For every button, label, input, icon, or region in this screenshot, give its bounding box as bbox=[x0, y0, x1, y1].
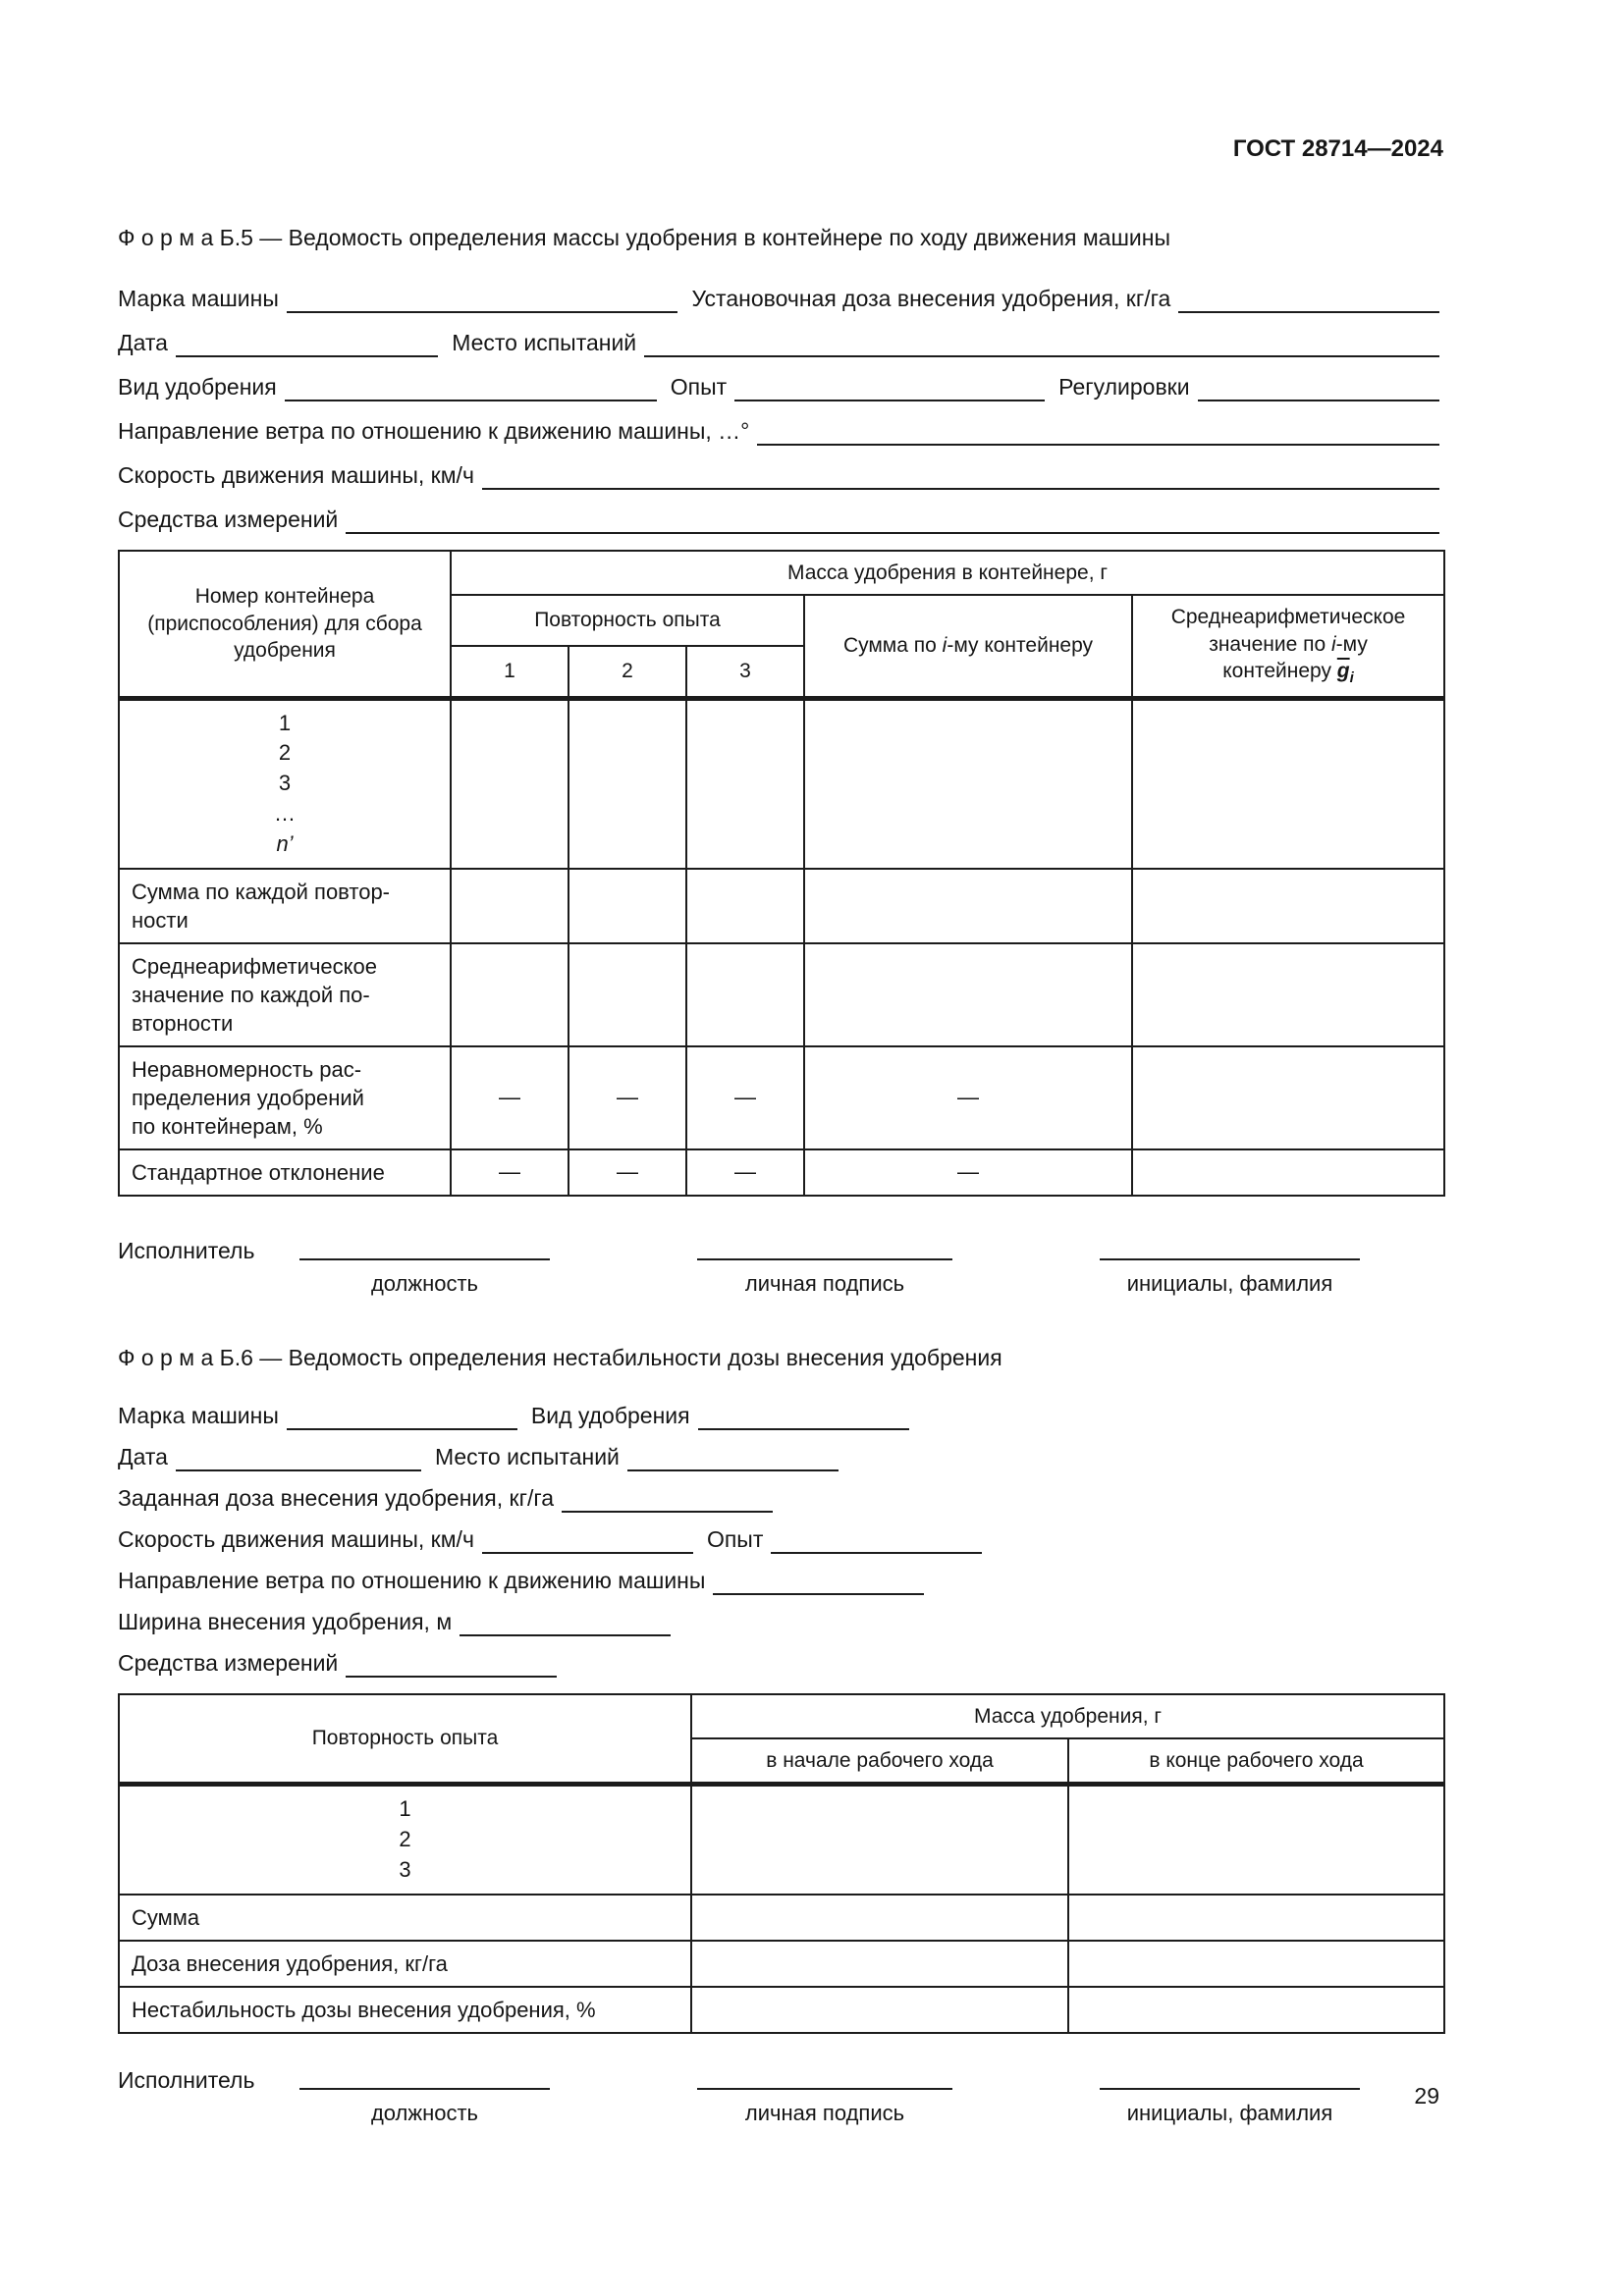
field-row-measuring-tools bbox=[118, 1636, 1443, 1678]
field-row-spread-width bbox=[118, 1595, 1443, 1636]
empty-cell bbox=[1068, 1895, 1444, 1941]
form-b6-table bbox=[118, 1693, 1445, 2034]
field-row-date bbox=[118, 1430, 1443, 1471]
signature-caption: личная подпись bbox=[744, 2100, 905, 2125]
empty-cell bbox=[691, 1941, 1068, 1987]
field-label: Ширина внесения удобрения, м bbox=[118, 1608, 453, 1634]
text: -му контейнеру bbox=[947, 634, 1094, 658]
empty-cell bbox=[1132, 698, 1444, 868]
col-header-repetition: Повторность опыта bbox=[451, 595, 804, 646]
header-row bbox=[119, 551, 1444, 595]
blank-line bbox=[482, 460, 1439, 490]
field-row-fertilizer-type bbox=[118, 357, 1443, 401]
signature-caption: инициалы, фамилия bbox=[1126, 2100, 1333, 2125]
field-row-wind-direction bbox=[118, 1554, 1443, 1595]
empty-cell bbox=[1068, 1987, 1444, 2033]
empty-cell bbox=[451, 698, 568, 868]
signature-line bbox=[299, 2067, 550, 2090]
field-label: Направление ветра по отношению к движению машины, …° bbox=[118, 418, 750, 444]
blank-line bbox=[627, 1442, 839, 1471]
form-b6 bbox=[118, 1344, 1443, 2126]
empty-cell bbox=[451, 869, 568, 943]
empty-cell bbox=[1132, 1149, 1444, 1196]
row-label: Неравномерность рас- пределения удобрений по контейнерам, % bbox=[119, 1046, 451, 1149]
blank-line bbox=[346, 1648, 557, 1678]
field-row-target-dose bbox=[118, 1471, 1443, 1513]
empty-cell bbox=[804, 869, 1132, 943]
blank-line bbox=[287, 1401, 517, 1430]
field-row-speed bbox=[118, 1513, 1443, 1554]
page-number: 29 bbox=[1414, 2083, 1439, 2109]
empty-cell bbox=[1068, 1785, 1444, 1895]
row-label: Сумма bbox=[119, 1895, 691, 1941]
field-label: Установочная доза внесения удобрения, кг/га bbox=[691, 286, 1171, 311]
dash-cell: — bbox=[451, 1149, 568, 1196]
field-label: Опыт bbox=[706, 1525, 764, 1552]
blank-line bbox=[287, 284, 678, 313]
signature-line bbox=[299, 1238, 550, 1260]
signature-line bbox=[697, 2067, 952, 2090]
index-line: 3 bbox=[399, 1857, 411, 1883]
field-row-date bbox=[118, 313, 1443, 357]
empty-cell bbox=[686, 698, 804, 868]
dash-cell: — bbox=[804, 1046, 1132, 1149]
col-header-container-number: Номер контейнера (приспособления) для сбора удобрения bbox=[119, 551, 451, 698]
field-label: Место испытаний bbox=[434, 1443, 620, 1469]
field-label: Марка машины bbox=[118, 1402, 279, 1428]
form-b5-table bbox=[118, 550, 1445, 1197]
executor-label: Исполнитель bbox=[118, 2066, 255, 2093]
col-header-run-end: в конце рабочего хода bbox=[1068, 1738, 1444, 1785]
field-label: Место испытаний bbox=[452, 330, 637, 355]
text: Среднеарифметическое значение по bbox=[1170, 606, 1406, 656]
empty-cell bbox=[568, 869, 686, 943]
field-label: Заданная доза внесения удобрения, кг/га bbox=[118, 1484, 555, 1511]
field-label: Вид удобрения bbox=[118, 374, 277, 400]
table-row-unevenness bbox=[119, 1046, 1444, 1149]
row-label: Нестабильность дозы внесения удобрения, % bbox=[119, 1987, 691, 2033]
col-header-run-start: в начале рабочего хода bbox=[691, 1738, 1068, 1785]
signature-line bbox=[1100, 2067, 1360, 2090]
doc-code: ГОСТ 28714—2024 bbox=[1232, 135, 1443, 162]
signature-line bbox=[1100, 1238, 1360, 1260]
blank-line bbox=[734, 372, 1045, 401]
empty-cell bbox=[691, 1987, 1068, 2033]
table-row-sum bbox=[119, 1895, 1444, 1941]
field-label: Марка машины bbox=[118, 286, 279, 311]
executor-block bbox=[118, 2067, 1443, 2126]
field-label: Опыт bbox=[670, 374, 728, 400]
col-header-rep-3: 3 bbox=[686, 646, 804, 698]
blank-line bbox=[771, 1524, 982, 1554]
executor-block bbox=[118, 1238, 1443, 1297]
dash-cell: — bbox=[804, 1149, 1132, 1196]
table-row-sum-per-repetition bbox=[119, 869, 1444, 943]
row-label: Среднеарифметическое значение по каждой по- вторности bbox=[119, 943, 451, 1046]
signature-caption: должность bbox=[370, 1270, 479, 1296]
blank-line bbox=[757, 416, 1439, 446]
field-label: Дата bbox=[118, 330, 168, 355]
col-header-rep-1: 1 bbox=[451, 646, 568, 698]
dash-cell: — bbox=[686, 1046, 804, 1149]
text: -му контейнеру bbox=[1222, 632, 1368, 682]
empty-cell bbox=[568, 943, 686, 1046]
blank-line bbox=[1178, 284, 1439, 313]
field-row-measuring-tools bbox=[118, 490, 1443, 534]
field-label: Направление ветра по отношению к движению машины bbox=[118, 1567, 706, 1593]
field-label: Регулировки bbox=[1058, 374, 1190, 400]
blank-line bbox=[644, 328, 1439, 357]
col-header-sum bbox=[804, 595, 1132, 698]
empty-cell bbox=[568, 698, 686, 868]
field-row-wind-direction bbox=[118, 401, 1443, 446]
dash-cell: — bbox=[568, 1046, 686, 1149]
index-line: 2 bbox=[399, 1827, 411, 1852]
empty-cell bbox=[804, 698, 1132, 868]
text-italic: i bbox=[1331, 632, 1336, 656]
blank-line bbox=[460, 1607, 671, 1636]
text: Сумма по bbox=[842, 634, 943, 658]
empty-cell bbox=[804, 943, 1132, 1046]
field-label: Вид удобрения bbox=[530, 1402, 690, 1428]
g-subscript: i bbox=[1349, 669, 1354, 687]
signature-caption: личная подпись bbox=[744, 1270, 905, 1296]
signature-caption: должность bbox=[370, 2100, 479, 2125]
index-line: … bbox=[274, 800, 296, 826]
row-label: Стандартное отклонение bbox=[119, 1149, 451, 1196]
empty-cell bbox=[1132, 869, 1444, 943]
row-label: Доза внесения удобрения, кг/га bbox=[119, 1941, 691, 1987]
field-label: Скорость движения машины, км/ч bbox=[118, 1525, 474, 1552]
signature-line bbox=[697, 1238, 952, 1260]
header-row bbox=[119, 1694, 1444, 1738]
empty-cell bbox=[1068, 1941, 1444, 1987]
table-row-container-indexes bbox=[119, 698, 1444, 868]
dash-cell: — bbox=[451, 1046, 568, 1149]
blank-line bbox=[346, 505, 1439, 534]
row-label: Сумма по каждой повтор- ности bbox=[119, 869, 451, 943]
empty-cell bbox=[1132, 943, 1444, 1046]
blank-line bbox=[713, 1566, 924, 1595]
form-b5-title: Ф о р м а Б.5 — Ведомость определения массы удобрения в контейнере по ходу движения машины bbox=[118, 225, 1171, 250]
empty-cell bbox=[686, 869, 804, 943]
col-header-mean bbox=[1132, 595, 1444, 698]
field-label: Скорость движения машины, км/ч bbox=[118, 462, 474, 488]
field-label: Дата bbox=[118, 1443, 168, 1469]
container-index-cell bbox=[119, 698, 451, 868]
empty-cell bbox=[451, 943, 568, 1046]
field-row-machine-brand bbox=[118, 1389, 1443, 1430]
col-header-mass: Масса удобрения в контейнере, г bbox=[451, 551, 1444, 595]
g-bar-symbol: $\overline{g}$ bbox=[1336, 659, 1350, 682]
dash-cell: — bbox=[568, 1149, 686, 1196]
col-header-rep-2: 2 bbox=[568, 646, 686, 698]
form-b5 bbox=[118, 224, 1443, 1297]
blank-line bbox=[176, 328, 438, 357]
blank-line bbox=[176, 1442, 421, 1471]
table-row-repetition-indexes bbox=[119, 1785, 1444, 1895]
blank-line bbox=[562, 1483, 773, 1513]
empty-cell bbox=[691, 1785, 1068, 1895]
empty-cell bbox=[686, 943, 804, 1046]
text-italic: i bbox=[942, 634, 947, 658]
table-row-mean-per-repetition bbox=[119, 943, 1444, 1046]
signature-caption: инициалы, фамилия bbox=[1126, 1270, 1333, 1296]
table-row-standard-deviation bbox=[119, 1149, 1444, 1196]
field-row-speed bbox=[118, 446, 1443, 490]
form-b6-title: Ф о р м а Б.6 — Ведомость определения нестабильности дозы внесения удобрения bbox=[118, 1344, 1002, 1370]
index-line: 2 bbox=[278, 740, 292, 766]
empty-cell bbox=[1132, 1046, 1444, 1149]
field-label: Средства измерений bbox=[118, 507, 339, 532]
index-line: 1 bbox=[399, 1796, 411, 1822]
index-line: 3 bbox=[278, 771, 292, 796]
field-label: Средства измерений bbox=[118, 1649, 339, 1676]
field-row-machine-brand bbox=[118, 269, 1443, 313]
empty-cell bbox=[691, 1895, 1068, 1941]
table-row-dose bbox=[119, 1941, 1444, 1987]
blank-line bbox=[698, 1401, 909, 1430]
blank-line bbox=[1198, 372, 1439, 401]
col-header-mass: Масса удобрения, г bbox=[691, 1694, 1444, 1738]
dash-cell: — bbox=[686, 1149, 804, 1196]
blank-line bbox=[482, 1524, 693, 1554]
executor-label: Исполнитель bbox=[118, 1237, 255, 1263]
table-row-dose-instability bbox=[119, 1987, 1444, 2033]
index-line-n: n’ bbox=[276, 830, 294, 856]
repetition-index-cell bbox=[119, 1785, 691, 1895]
index-line: 1 bbox=[278, 710, 292, 735]
blank-line bbox=[285, 372, 657, 401]
col-header-repetition: Повторность опыта bbox=[119, 1694, 691, 1785]
